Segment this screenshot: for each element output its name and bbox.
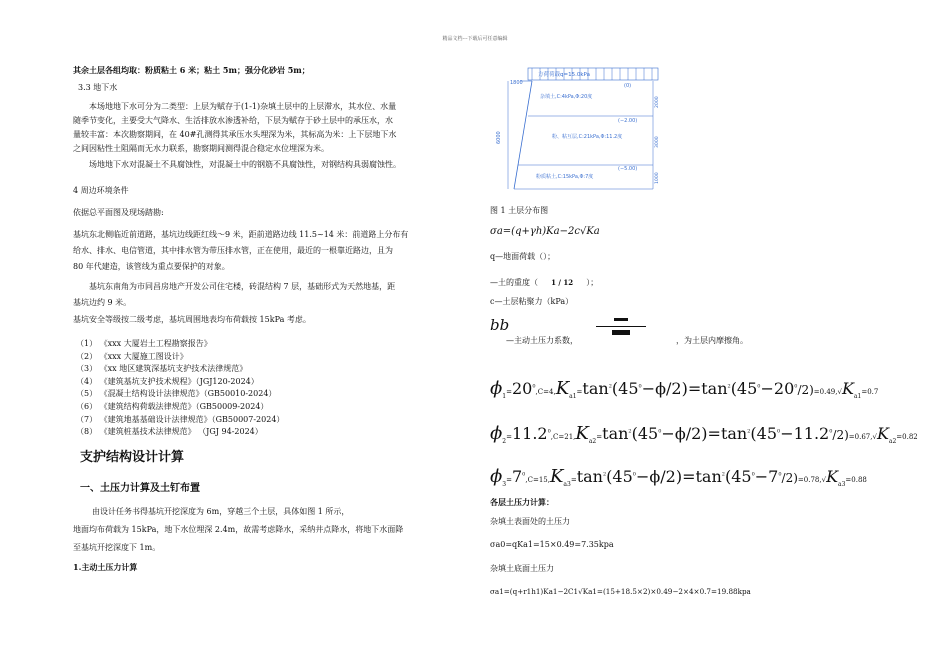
road-para-l2: 给水、排水、电信管道，其中排水管为带压排水管，正在使用，最近的一根靠近路边，且为 [73,246,393,255]
layer-2-label: 粉、粘互层,C:21kPa,Φ:11.2度 [552,134,623,140]
layer-pressure-heading: 各层土压力计算： [490,497,554,507]
pressure-formula: σa=(q+γh)Ka−2c√Ka [490,226,600,237]
reference-item: （8） 《建筑桩基技术法律规范》 （JGJ 94-2024） [76,427,263,437]
section-4-heading: 4 周边环境条件 [73,186,129,195]
fraction-glyph [596,318,646,336]
soil-layer-figure [488,64,668,198]
groundwater-para-l1: 本场地地下水可分为二类型：上层为赋存于(1-1)杂填土层中的上层滞水，其水位、水量 [89,102,397,111]
reference-item: （6） 《建筑结构荷载法律规范》（GB50009-2024） [76,401,269,411]
dim-1800: 1800 [510,80,523,86]
gamma-definition [490,270,598,290]
layer-3-label: 粉质粘土,C:15kPa,Φ:7度 [536,174,594,180]
building-para-l1: 基坑东南角为市同昌房地产开发公司住宅楼，砖混结构 7 层，基础形式为天然地基，距 [89,282,396,291]
dim-3000: 3000 [655,136,660,148]
ka3-formula: $\phi_3=7^0,C=15,K_{a3}=\tan^2(45^0-\phi/2)=\tan^2(45^0-7^0/2)=0.78,√K_{a3}=0.88$ [490,466,867,489]
reference-list [76,338,284,439]
surface-load-label: 方荷荷载q=15.0kPa [538,72,590,78]
q-definition: q—地面荷载（）； [490,252,556,261]
road-para-l3: 80 年代建造，该管线为重点要保护的对象。 [73,262,230,271]
design-para-l1: 由设计任务书得基坑开挖深度为 6m，穿越三个土层，具体如图 1 所示， [92,507,350,516]
reference-item: （5） 《混凝土结构设计法律规范》（GB50010-2024） [76,389,277,399]
groundwater-para-l2: 随季节变化，主要受大气降水、生活排放水渗透补给，下层为赋存于砂土层中的承压水，水 [73,116,393,125]
safety-para: 基坑安全等级按二级考虑，基坑周围地表均布荷载按 15kPa 考虑。 [73,315,311,324]
reference-item: （3） 《xx 地区建筑深基坑支护技术法律规范》 [76,364,248,374]
survey-para: 依据总平面图及现场踏勘: [73,208,164,217]
groundwater-para-l4: 之间因粘性土阻隔而无水力联系，勘察期间测得混合稳定水位埋深为米。 [73,144,329,153]
ka2-formula: $\phi_2=11.2^0,C=21,K_{a2}=\tan^2(45^0-\phi/2)=\tan^2(45^0-11.2^0/2)=0.67,√K_{a2}=0.82$ [490,423,918,446]
dim-6000: 6000 [496,131,502,144]
ka1-formula: $\phi_1=20^0,C=4,K_{a1}=\tan^2(45^0-\phi/2)=\tan^2(45^0-20^0/2)=0.49,√K_{a1}=0.7$ [490,378,879,401]
reference-item: （1） 《xxx 大厦岩土工程勘察报告》 [76,339,212,348]
dim-2000: 2000 [655,96,660,108]
active-pressure-heading: 1.主动土压力计算 [73,562,138,572]
fill-bottom-label: 杂填土底面土压力 [490,564,554,573]
building-para-l2: 基坑边约 9 米。 [73,298,132,307]
phi-definition: ，为土层内摩擦角。 [676,336,748,345]
groundwater-para-l3: 量较丰富：本次勘察期间，在 40#孔测得其承压水头埋深为米，其标高为米：上下层地下水 [73,130,397,139]
excavation-slope [514,81,532,189]
level-minus-5: (−5.00) [618,166,638,172]
reference-item: （2） 《xxx 大厦施工图设计》 [76,351,188,361]
gamma-end: ）； [586,278,599,287]
fill-bottom-formula: σa1=(q+r1h1)Ka1−2C1√Ka1=(15+18.5×2)×0.49−2×4×0.7=19.88kpa [490,587,751,596]
road-para-l1: 基坑东北侧临近前道路，基坑边线距红线～9 米，距前道路边线 11.5~14 米：前道路上分布有 [73,230,409,239]
dim-1000: 1000 [655,172,660,184]
gamma-unit-fraction: 1 / 12 [551,278,574,287]
reference-item: （4） 《建筑基坑支护技术规程》（JGJ120-2024） [76,376,259,386]
figure-caption: 图 1 土层分布图 [490,206,549,215]
design-para-l3: 至基坑开挖深度下 1m。 [73,543,161,552]
corrosion-para: 场地地下水对混凝土不具腐蚀性，对混凝土中的钢筋不具腐蚀性，对钢结构具弱腐蚀性。 [89,160,401,169]
bb-symbol: bb [490,316,510,334]
ka-definition: —主动土压力系数， [506,336,578,345]
design-para-l2: 地面均布荷载为 15kPa，地下水位埋深 2.4m，故需考虑降水，采纳井点降水，将地下水面降 [73,525,404,534]
chapter-title: 支护结构设计计算 [80,450,185,465]
c-definition: c—土层粘聚力（kPa） [490,297,574,306]
level-minus-2: (−2.00) [618,118,638,124]
page-header: 精品文档---下载后可任意编辑 [442,36,508,42]
subsection-title: 一、土压力计算及土钉布置 [80,483,200,494]
gamma-text: —土的重度（ [490,278,538,287]
level-0: (0) [624,83,632,89]
soil-thickness-line: 其余土层各组均取：粉质粘土 6 米；粘土 5m；强分化砂岩 5m； [73,65,310,75]
section-3-3-heading: 3.3 地下水 [78,83,118,92]
layer-1-label: 杂填土,C:4kPa,Φ:20度 [540,94,593,100]
fill-surface-formula: σa0=qKa1=15×0.49=7.35kpa [490,540,614,549]
reference-item: （7） 《建筑地基基础设计法律规范》（GB50007-2024） [76,414,285,424]
fill-surface-label: 杂填土表面处的土压力 [490,517,570,526]
